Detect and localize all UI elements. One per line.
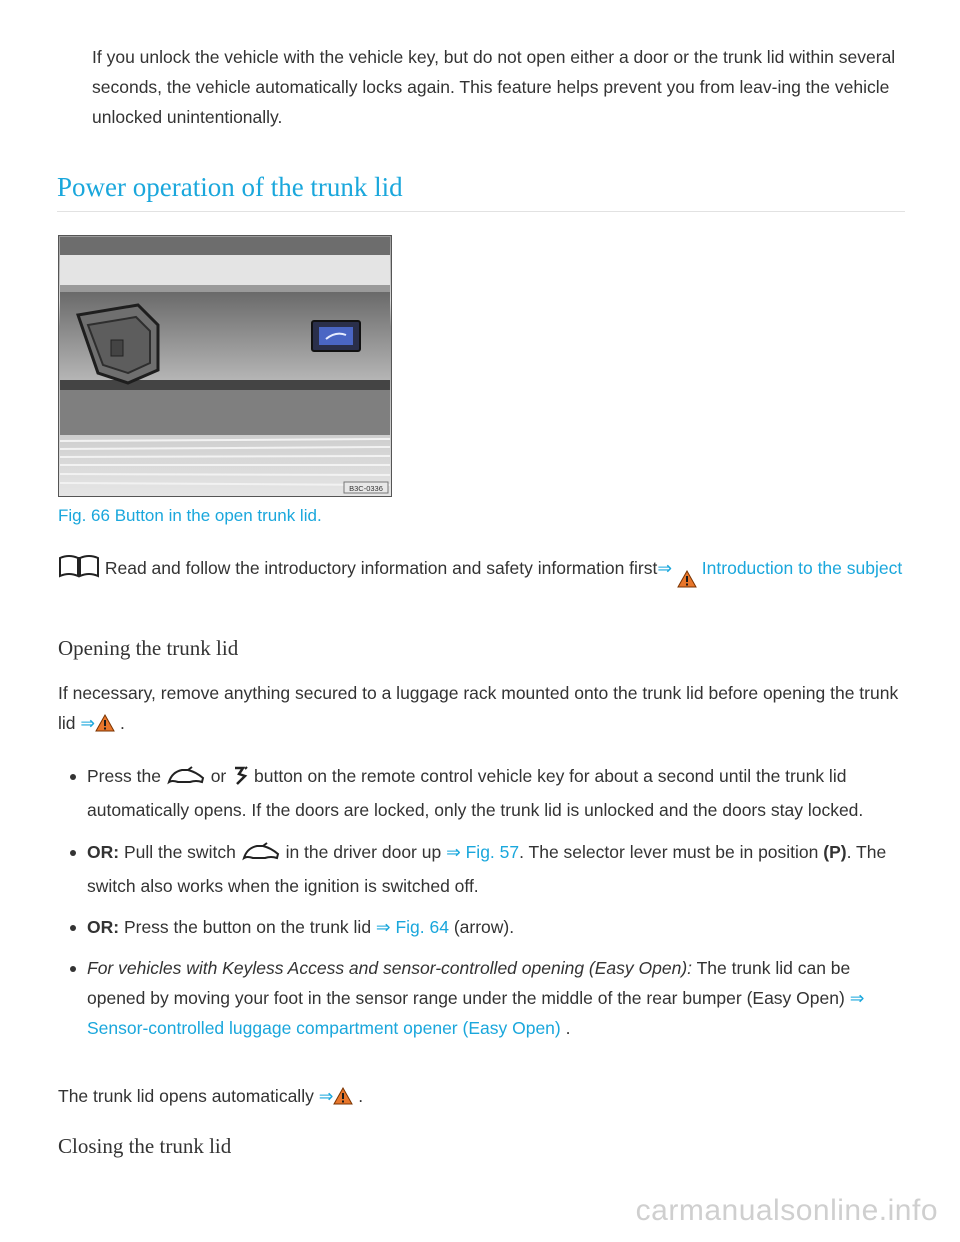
introduction-link[interactable]: Introduction to the subject: [701, 558, 903, 578]
opens-automatically-paragraph: [58, 1081, 908, 1114]
warning-arrow-link[interactable]: ⇒: [80, 713, 96, 733]
bullet-text: or: [210, 766, 227, 786]
read-first-text: Read and follow the introductory information and safety information first: [100, 558, 658, 578]
figure-caption: Fig. 66 Button in the open trunk lid.: [58, 506, 322, 525]
bullet-text: Press the button on the trunk lid: [123, 917, 372, 937]
trunk-key-icon: [231, 765, 249, 795]
warning-icon: [677, 567, 697, 597]
closing-heading: Closing the trunk lid: [58, 1134, 232, 1158]
warning-icon[interactable]: [95, 711, 115, 741]
intro-paragraph: If you unlock the vehicle with the vehicle key, but do not open either a door or the trunk lid within several seconds, the vehicle automatically locks again. This feature helps prevent you from leav-ing the vehicle unlocked unintentionally.: [92, 47, 896, 127]
trunk-open-icon: [166, 765, 206, 795]
bullet-text: The trunk lid can be opened by moving your foot in the sensor range under the middle of the rear bumper (Easy Open): [87, 958, 851, 1008]
opening-paragraph-text: If necessary, remove anything secured to a luggage rack mounted onto the trunk lid before opening the trunk lid: [58, 683, 899, 733]
list-item: [58, 761, 908, 825]
trunk-open-icon: [241, 841, 281, 871]
read-first-note: [58, 553, 908, 597]
or-label: OR:: [87, 842, 120, 862]
easy-open-condition: For vehicles with Keyless Access and sensor-controlled opening (Easy Open):: [87, 958, 693, 978]
fig-64-link[interactable]: ⇒ Fig. 64: [375, 917, 449, 937]
read-first-arrow[interactable]: ⇒: [657, 558, 673, 578]
book-icon: [58, 554, 100, 587]
position-p-label: (P): [823, 842, 847, 862]
opens-automatically-text: The trunk lid opens automatically: [58, 1086, 314, 1106]
bullet-text: Pull the switch: [123, 842, 236, 862]
bullet-text: . The switch also works when the ignition is switched off.: [87, 842, 887, 896]
bullet-text: (arrow).: [453, 917, 515, 937]
period: .: [358, 1086, 364, 1106]
list-item: [58, 953, 908, 1043]
warning-arrow-link[interactable]: ⇒: [318, 1086, 334, 1106]
period: .: [119, 713, 125, 733]
trunk-lid-figure: [58, 235, 392, 497]
figure-code: B3C-0336: [349, 484, 383, 493]
bullet-text: in the driver door up: [285, 842, 442, 862]
list-item: [58, 912, 908, 942]
bullet-text: .: [565, 1018, 571, 1038]
bullet-text: button on the remote control vehicle key for about a second until the trunk lid automatically opens. If the doors are locked, only the trunk lid is unlocked and the doors stay locked.: [87, 766, 864, 820]
opening-heading: Opening the trunk lid: [58, 636, 239, 660]
bullet-text: . The selector lever must be in position: [519, 842, 819, 862]
fig-57-link[interactable]: ⇒ Fig. 57: [446, 842, 520, 862]
bullet-text: Press the: [87, 766, 161, 786]
easy-open-link[interactable]: ⇒ Sensor-controlled luggage compartment opener (Easy Open): [87, 988, 865, 1038]
or-label: OR:: [87, 917, 120, 937]
opening-paragraph: [58, 678, 908, 741]
watermark: carmanualsonline.info: [635, 1194, 938, 1227]
list-item: [58, 837, 908, 901]
warning-icon[interactable]: [333, 1084, 353, 1114]
opening-steps-list: [58, 761, 908, 1043]
section-title: Power operation of the trunk lid: [57, 172, 905, 212]
